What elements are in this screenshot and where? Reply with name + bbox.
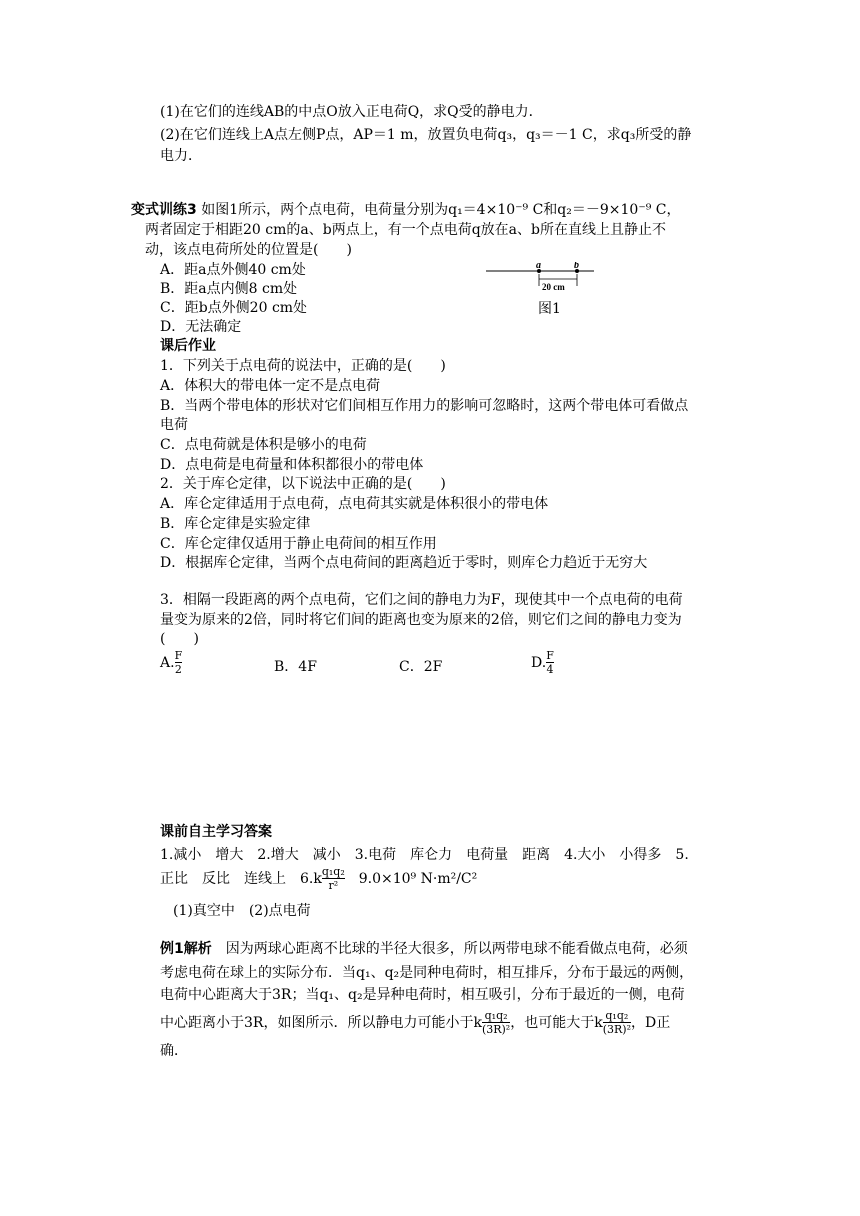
label-b: b [574,262,579,271]
variant-3-label: 变式训练3 [131,202,197,218]
frac-num: q₁q₂ [605,1009,629,1022]
frac-den: r² [322,878,345,892]
frac-num: F [174,649,183,662]
hw-q2: 2．关于库仑定律，以下说法中正确的是( ) [160,476,446,492]
hw-q3-option-b: B．4F [274,659,317,675]
frac-den: 2 [174,663,182,676]
frac-num: q₁q₂ [321,865,345,878]
frac-den: (3R)² [602,1023,631,1036]
hw-q3-option-c: C．2F [399,659,443,675]
variant-3-option-c: C．距b点外侧20 cm处 [160,300,308,316]
fraction-q1q2-over-r2 [322,866,345,892]
hw-q3-line-3: ( ) [160,631,199,647]
problem-part-2: (2)在它们连线上A点左侧P点，AP＝1 m，放置负电荷q₃，q₃＝－1 C，求q₃所受的静 [160,127,692,143]
hw-q2-a: A．库仑定律适用于点电荷，点电荷其实就是体积很小的带电体 [160,496,549,512]
hw-q1-b: B．当两个带电体的形状对它们间相互作用力的影响可忽略时，这两个带电体可看做点 [160,398,689,414]
dim-label: 20 cm [542,282,565,292]
variant-3-text: 如图1所示，两个点电荷，电荷量分别为q₁＝4×10⁻⁹ C和q₂＝－9×10⁻⁹ C， [201,202,681,218]
hw-q2-c: C．库仑定律仅适用于静止电荷间的相互作用 [160,536,437,552]
hw-q1-b-cont: 电荷 [160,417,188,433]
hw-q1-c: C．点电荷就是体积是够小的电荷 [160,437,367,453]
figure-1-caption: 图1 [538,301,561,317]
variant-3-line-3: 动，该点电荷所处的位置是( ) [145,242,352,258]
answers-line-3: (1)真空中 (2)点电荷 [173,903,311,919]
figure-1-diagram [486,262,594,302]
example-1-line-1 [160,940,688,958]
frac-den: 4 [546,663,554,676]
hw-q3-option-a [160,650,182,676]
example-1-line-4-end: ，D正 [630,1015,671,1031]
answers-line-2-pre: 正比 反比 连线上 6.k [160,871,322,887]
example-1-label: 例1解析 [160,941,212,957]
fraction-q1q2-over-3r2-a [482,1010,510,1036]
hw-q1: 1．下列关于点电荷的说法中，正确的是( ) [160,358,446,374]
option-d-prefix: D. [531,655,547,671]
hw-q1-a: A．体积大的带电体一定不是点电荷 [160,378,381,394]
hw-q1-d: D．点电荷是电荷量和体积都很小的带电体 [160,457,424,473]
example-1-line-4-mid: ，也可能大于k [510,1015,603,1031]
problem-part-1: (1)在它们的连线AB的中点O放入正电荷Q，求Q受的静电力． [160,104,543,120]
frac-num: q₁q₂ [484,1009,508,1022]
fraction-f-over-2 [175,650,183,676]
variant-3-option-d: D．无法确定 [160,319,242,335]
frac-num: F [546,649,554,662]
answers-line-1: 1.减小 增大 2.增大 减小 3.电荷 库仑力 电荷量 距离 4.大小 小得多 5. [160,847,689,863]
variant-3-line-1 [131,201,681,219]
example-1-line-4-pre: 中心距离小于3R，如图所示．所以静电力可能小于k [160,1015,482,1031]
example-1-line-5: 确． [160,1043,188,1059]
variant-3-option-a: A．距a点外侧40 cm处 [160,262,306,278]
option-a-prefix: A. [160,655,175,671]
example-1-line-4 [160,1010,670,1036]
problem-part-2-cont: 电力． [160,148,202,164]
answers-title: 课前自主学习答案 [160,824,272,840]
figure-1 [486,262,594,322]
hw-q3-option-d [531,650,554,676]
hw-q3-line-1: 3．相隔一段距离的两个点电荷，它们之间的静电力为F，现使其中一个点电荷的电荷 [160,592,683,608]
homework-title: 课后作业 [160,338,216,354]
hw-q3-line-2: 量变为原来的2倍，同时将它们间的距离也变为原来的2倍，则它们之间的静电力变为 [160,612,682,628]
answers-line-2-post: 9.0×10⁹ N·m²/C² [344,871,478,887]
answers-line-2 [160,866,477,892]
example-1-line-3: 电荷中心距离大于3R；当q₁、q₂是异种电荷时，相互吸引，分布于最近的一侧，电荷 [160,987,685,1003]
hw-q2-b: B．库仑定律是实验定律 [160,516,311,532]
label-a: a [536,262,541,271]
variant-3-option-b: B．距a点内侧8 cm处 [160,281,298,297]
fraction-f-over-4 [546,650,554,676]
hw-q2-d: D．根据库仑定律，当两个点电荷间的距离趋近于零时，则库仑力趋近于无穷大 [160,555,648,571]
frac-den: (3R)² [481,1023,511,1036]
example-1-text: 因为两球心距离不比球的半径大很多，所以两带电球不能看做点电荷，必须 [225,941,688,957]
fraction-q1q2-over-3r2-b [603,1010,631,1036]
variant-3-line-2: 两者固定于相距20 cm的a、b两点上，有一个点电荷q放在a、b所在直线上且静止不 [145,222,666,238]
example-1-line-2: 考虑电荷在球上的实际分布．当q₁、q₂是同种电荷时，相互排斥，分布于最远的两侧， [160,965,694,981]
